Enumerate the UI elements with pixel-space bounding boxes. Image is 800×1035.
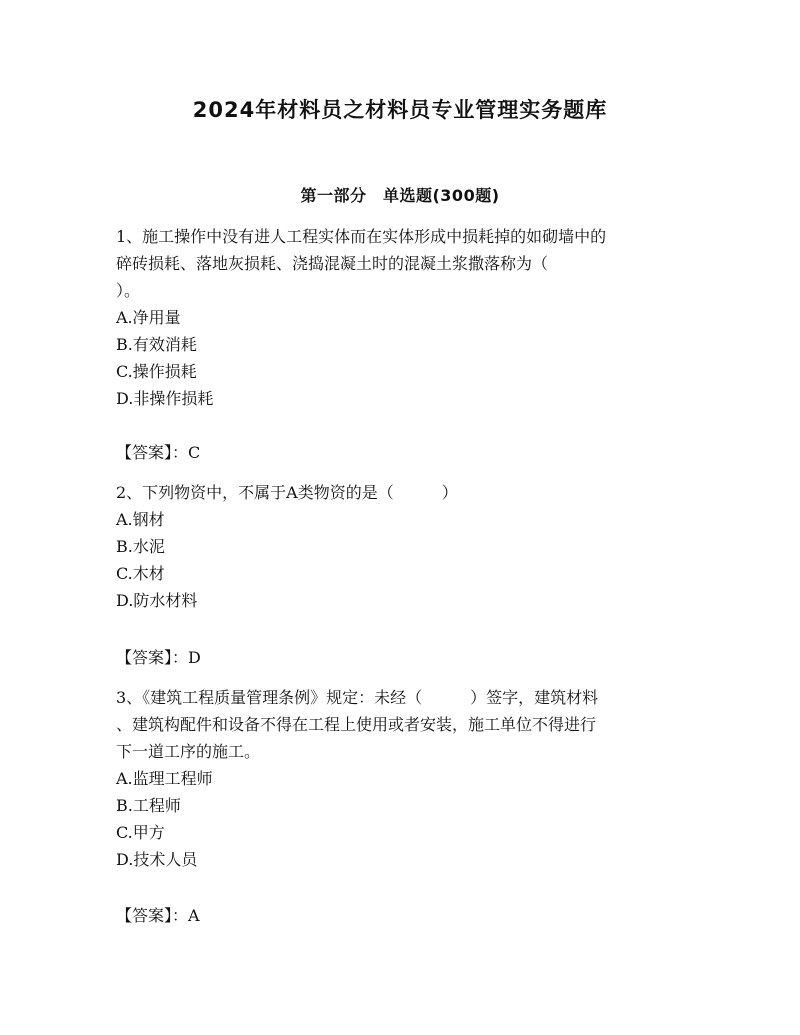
question-1-answer: 【答案】：C (116, 443, 201, 462)
question-1-line-2: 碎砖损耗、落地灰损耗、浇捣混凝土时的混凝土浆撒落称为（ (116, 254, 549, 273)
question-1-line-1: 1、施工操作中没有进人工程实体而在实体形成中损耗掉的如砌墙中的 (116, 227, 607, 246)
question-1-option-a: A.净用量 (116, 308, 181, 327)
question-3-answer: 【答案】：A (116, 906, 200, 925)
question-3-line-3: 下一道工序的施工。 (116, 742, 261, 761)
question-2-option-d: D.防水材料 (116, 591, 198, 610)
question-2-option-b: B.水泥 (116, 537, 165, 556)
question-1-line-3: ）。 (116, 281, 141, 300)
question-3-option-d: D.技术人员 (116, 850, 198, 869)
question-3-option-a: A.监理工程师 (116, 769, 213, 788)
question-1-option-d: D.非操作损耗 (116, 389, 214, 408)
question-2-answer: 【答案】：D (116, 648, 201, 667)
question-1-option-c: C.操作损耗 (116, 362, 197, 381)
question-2-line-1: 2、下列物资中，不属于A类物资的是（ ） (116, 483, 458, 502)
question-2-option-a: A.钢材 (116, 510, 165, 529)
question-3-line-2: 、建筑构配件和设备不得在工程上使用或者安装，施工单位不得进行 (116, 715, 597, 734)
question-1-option-b: B.有效消耗 (116, 335, 197, 354)
question-3-option-b: B.工程师 (116, 796, 181, 815)
document-title: 2024年材料员之材料员专业管理实务题库 (192, 98, 608, 122)
section-heading: 第一部分 单选题(300题) (300, 186, 500, 205)
question-2-option-c: C.木材 (116, 564, 165, 583)
question-3-option-c: C.甲方 (116, 823, 165, 842)
question-3-line-1: 3、《建筑工程质量管理条例》规定：未经（ ）签字，建筑材料 (116, 688, 599, 707)
